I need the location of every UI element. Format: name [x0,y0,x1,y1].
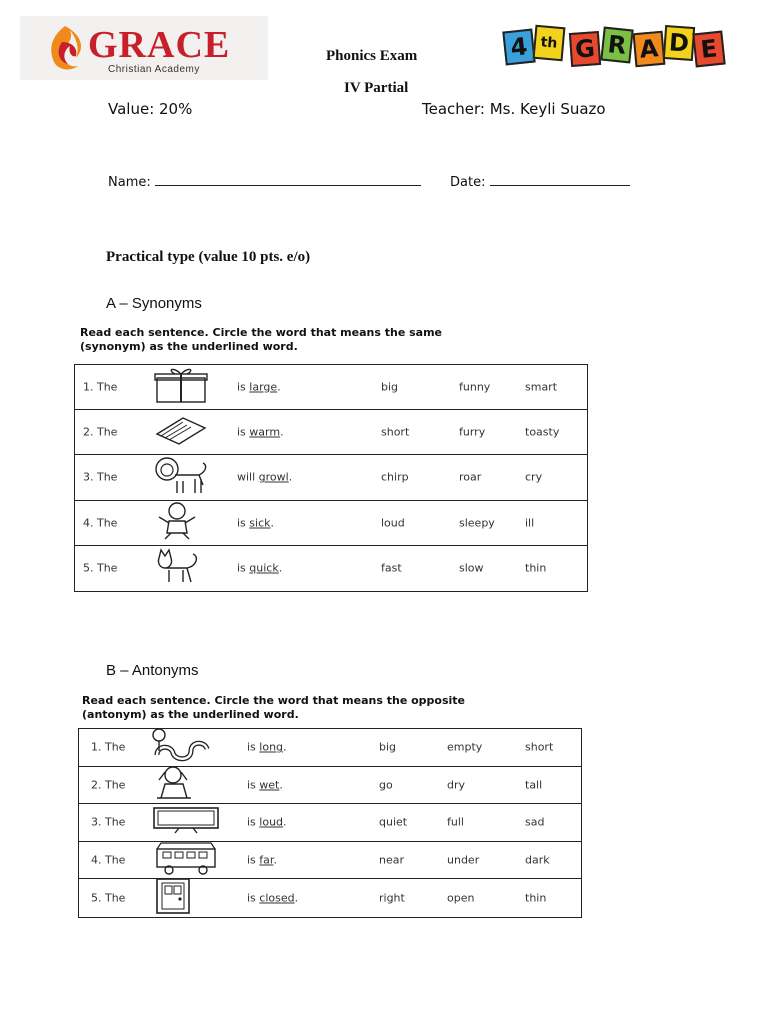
synonym-row [75,410,587,455]
sentence-verb: is [237,516,250,530]
name-row [108,172,421,190]
item-number: 2. The [91,778,126,792]
answer-option[interactable]: big [381,380,399,394]
answer-option[interactable]: short [525,740,554,754]
synonyms-worksheet [72,320,598,596]
answer-option[interactable]: near [379,853,405,867]
tv-icon [151,805,221,839]
teacher-label: Teacher: Ms. Keyli Suazo [422,100,606,118]
sentence-verb: is [237,380,250,394]
sentence-verb: is [247,740,260,754]
partial-label: IV Partial [344,80,409,96]
sentence-end: is closed. [247,891,299,905]
answer-option[interactable]: cry [525,470,543,484]
item-number: 1. The [91,740,126,754]
antonyms-worksheet [74,690,594,922]
sentence-end: is long. [247,740,287,754]
underlined-word: growl [258,470,289,484]
underlined-word: closed [259,891,295,905]
sentence-verb: is [247,778,260,792]
sentence-verb: will [237,470,259,484]
answer-option[interactable]: quiet [379,815,408,829]
item-number: 4. The [83,516,118,530]
answer-option[interactable]: thin [525,561,547,575]
school-logo [20,16,268,80]
answer-option[interactable]: sleepy [459,516,495,530]
date-blank[interactable] [490,172,630,186]
grade-tile: E [692,31,725,68]
grade-tile: 4 [502,29,535,66]
answer-option[interactable]: sad [525,815,545,829]
answer-option[interactable]: slow [459,561,484,575]
item-number: 3. The [83,470,118,484]
underlined-word: warm [249,425,281,439]
item-number: 5. The [83,561,118,575]
sentence-verb: is [247,891,260,905]
synonyms-table [74,364,588,592]
antonym-row [79,879,581,917]
answer-option[interactable]: toasty [525,425,560,439]
answer-option[interactable]: thin [525,891,547,905]
lion-icon [153,455,209,499]
dog-icon [151,764,201,806]
answer-option[interactable]: under [447,853,480,867]
item-number: 2. The [83,425,118,439]
antonym-row [79,804,581,842]
answer-option[interactable]: open [447,891,475,905]
answer-option[interactable]: dark [525,853,550,867]
gift-box-icon [153,366,209,408]
answer-option[interactable]: tall [525,778,543,792]
item-number: 5. The [91,891,126,905]
practical-title: Practical type (value 10 pts. e/o) [106,249,311,265]
answer-option[interactable]: smart [525,380,558,394]
underlined-word: loud [259,815,284,829]
answer-option[interactable]: short [381,425,410,439]
sentence-verb: is [237,561,250,575]
antonyms-instruction-1: Read each sentence. Circle the word that means the opposite [82,694,466,707]
synonym-row [75,501,587,546]
blanket-icon [153,414,209,450]
answer-option[interactable]: dry [447,778,466,792]
synonyms-instruction-1: Read each sentence. Circle the word that means the same [80,326,443,339]
answer-option[interactable]: right [379,891,405,905]
sentence-verb: is [237,425,250,439]
answer-option[interactable]: fast [381,561,402,575]
sentence-end: will growl. [237,470,293,484]
flame-icon [40,22,90,74]
synonyms-heading: A – Synonyms [106,295,202,312]
underlined-word: far [259,853,274,867]
answer-option[interactable]: go [379,778,393,792]
sentence-end: is wet. [247,778,283,792]
snake-icon [151,725,211,769]
item-number: 1. The [83,380,118,394]
underlined-word: long [259,740,284,754]
answer-option[interactable]: roar [459,470,482,484]
synonyms-instruction-2: (synonym) as the underlined word. [80,340,298,353]
sentence-end: is warm. [237,425,284,439]
name-blank[interactable] [155,172,421,186]
antonym-row [79,729,581,767]
underlined-word: wet [259,778,280,792]
answer-option[interactable]: loud [381,516,405,530]
answer-option[interactable]: ill [525,516,535,530]
sentence-verb: is [247,815,260,829]
answer-option[interactable]: chirp [381,470,409,484]
answer-option[interactable]: furry [459,425,486,439]
answer-option[interactable]: empty [447,740,483,754]
date-label: Date: [450,175,486,190]
item-number: 4. The [91,853,126,867]
synonym-row [75,546,587,591]
school-name: GRACE [88,24,231,66]
grade-tile: th [533,25,566,61]
grade-tile: R [600,27,633,64]
sentence-end: is large. [237,380,281,394]
antonyms-heading: B – Antonyms [106,662,199,679]
school-subtitle: Christian Academy [108,64,200,75]
exam-title: Phonics Exam [326,48,418,64]
door-icon [151,878,195,918]
item-number: 3. The [91,815,126,829]
sentence-verb: is [247,853,260,867]
cat-icon [153,548,203,588]
sentence-end: is far. [247,853,277,867]
underlined-word: large [249,380,278,394]
answer-option[interactable]: big [379,740,397,754]
underlined-word: quick [249,561,279,575]
answer-option[interactable]: funny [459,380,491,394]
school-bus-icon [151,841,221,879]
synonym-row [75,365,587,410]
sentence-end: is quick. [237,561,283,575]
antonym-row [79,842,581,880]
antonym-row [79,767,581,805]
antonyms-table [78,728,582,918]
date-row [450,172,630,190]
sentence-end: is loud. [247,815,287,829]
grade-logo [500,22,726,74]
antonyms-instruction-2: (antonym) as the underlined word. [82,708,299,721]
sentence-end: is sick. [237,516,275,530]
synonym-row [75,455,587,500]
grade-tile: G [569,31,601,67]
grade-tile: D [663,25,695,61]
answer-option[interactable]: full [447,815,464,829]
underlined-word: sick [249,516,271,530]
name-label: Name: [108,175,151,190]
grade-tile: A [633,31,666,67]
baby-icon [153,501,199,545]
value-label: Value: 20% [108,100,193,118]
